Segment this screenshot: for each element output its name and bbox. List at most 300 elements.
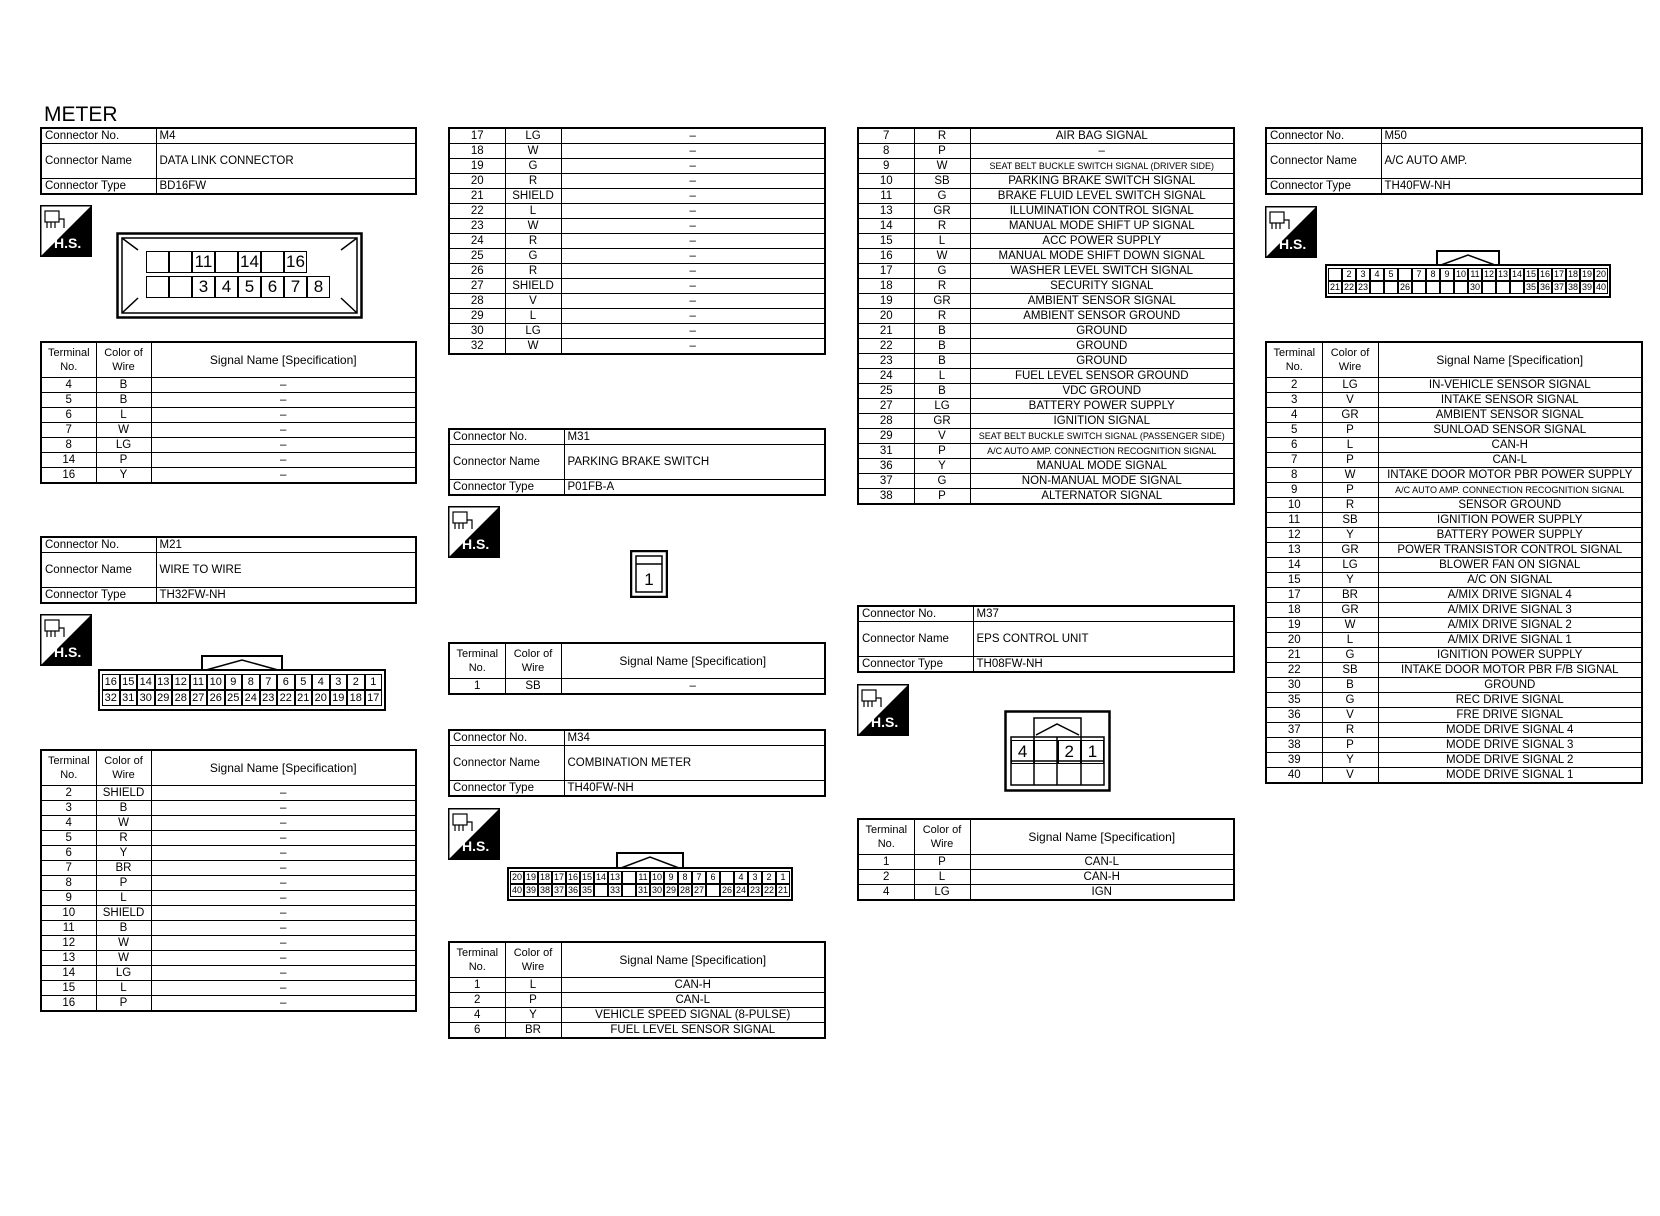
signal-name: –: [151, 876, 416, 891]
header-signal-name: Signal Name [Specification]: [561, 942, 825, 978]
table-row: [41, 453, 416, 468]
pin-40: 40: [1595, 282, 1606, 292]
pin-18: 18: [347, 690, 365, 706]
pin-empty: [1454, 281, 1468, 294]
table-row: [41, 996, 416, 1012]
terminal-no: 23: [858, 354, 914, 369]
signal-name: –: [561, 324, 825, 339]
pin-36: 36: [567, 885, 578, 895]
terminal-no: 21: [1266, 648, 1322, 663]
pin-table-m4: [40, 341, 417, 484]
wire-color: BR: [505, 1023, 561, 1039]
terminal-no: 4: [1266, 408, 1322, 423]
signal-name: SECURITY SIGNAL: [970, 279, 1234, 294]
terminal-no: 4: [41, 378, 96, 393]
pin-23: 23: [260, 690, 278, 706]
signal-name: –: [151, 468, 416, 484]
connector-type-label: Connector Type: [858, 657, 973, 673]
signal-name: –: [151, 801, 416, 816]
table-row: [41, 378, 416, 393]
connector-name-label: Connector Name: [449, 445, 564, 480]
table-row: [858, 204, 1234, 219]
wire-color: L: [96, 981, 151, 996]
terminal-no: 20: [449, 174, 505, 189]
pin-39: 39: [1581, 282, 1592, 292]
pin-table-m37: [857, 818, 1235, 901]
wire-color: SB: [1322, 513, 1378, 528]
pin-18: 18: [1567, 269, 1578, 279]
signal-name: –: [561, 279, 825, 294]
wire-color: GR: [914, 294, 970, 309]
hs-label: H.S.: [54, 644, 82, 660]
pin-empty: [1510, 281, 1524, 294]
terminal-no: 24: [858, 369, 914, 384]
pin-36: 36: [1539, 282, 1550, 292]
pin-20: 20: [1595, 269, 1606, 279]
signal-name: –: [151, 936, 416, 951]
wire-color: B: [914, 339, 970, 354]
pin-16: 16: [567, 872, 578, 882]
table-row: [449, 1023, 825, 1039]
terminal-no: 6: [1266, 438, 1322, 453]
signal-name: SUNLOAD SENSOR SIGNAL: [1378, 423, 1642, 438]
signal-name: IGNITION POWER SUPPLY: [1378, 648, 1642, 663]
wire-color: LG: [505, 324, 561, 339]
connector-type-label: Connector Type: [1266, 179, 1381, 195]
connector-no-value: M37: [973, 606, 1234, 622]
table-row: [1266, 588, 1642, 603]
pin-empty: [1482, 281, 1496, 294]
wire-color: R: [1322, 723, 1378, 738]
wire-color: W: [505, 339, 561, 355]
signal-name: –: [561, 339, 825, 355]
table-row: [858, 219, 1234, 234]
wire-color: G: [1322, 648, 1378, 663]
wire-color: Y: [96, 846, 151, 861]
terminal-no: 18: [858, 279, 914, 294]
signal-name: –: [151, 786, 416, 801]
table-row: [1266, 468, 1642, 483]
pin-8: 8: [678, 871, 692, 884]
pin-8: 8: [307, 276, 330, 298]
connector-face-m34: [507, 849, 793, 901]
terminal-no: 27: [858, 399, 914, 414]
terminal-no: 14: [41, 966, 96, 981]
pin-empty: [261, 251, 284, 273]
wire-color: P: [914, 444, 970, 459]
signal-name: SEAT BELT BUCKLE SWITCH SIGNAL (DRIVER SIDE): [970, 159, 1234, 174]
wire-color: P: [1322, 738, 1378, 753]
wire-color: B: [96, 921, 151, 936]
table-row: [41, 816, 416, 831]
table-row: [1266, 768, 1642, 784]
terminal-no: 17: [449, 128, 505, 144]
hs-harness-side-icon: [1265, 206, 1317, 258]
signal-name: A/MIX DRIVE SIGNAL 1: [1378, 633, 1642, 648]
wire-color: LG: [1322, 378, 1378, 393]
table-row: [858, 429, 1234, 444]
pin-30: 30: [1469, 282, 1480, 292]
table-header-row: [41, 342, 416, 378]
table-row: [858, 324, 1234, 339]
table-row: [41, 408, 416, 423]
signal-name: –: [151, 438, 416, 453]
pin-26: 26: [721, 885, 732, 895]
table-row: [1266, 648, 1642, 663]
connector-no-label: Connector No.: [858, 606, 973, 622]
signal-name: BRAKE FLUID LEVEL SWITCH SIGNAL: [970, 189, 1234, 204]
hs-harness-side-icon: [40, 205, 92, 257]
signal-name: –: [151, 981, 416, 996]
connector-name-label: Connector Name: [1266, 144, 1381, 179]
table-row: [41, 876, 416, 891]
header-terminal-no: Terminal No.: [858, 819, 914, 855]
pin-empty: [146, 251, 169, 273]
signal-name: ALTERNATOR SIGNAL: [970, 489, 1234, 505]
pin-31: 31: [120, 690, 138, 706]
terminal-no: 36: [1266, 708, 1322, 723]
terminal-no: 2: [858, 870, 914, 885]
wire-color: R: [1322, 498, 1378, 513]
table-row: [858, 369, 1234, 384]
terminal-no: 10: [858, 174, 914, 189]
terminal-no: 7: [41, 861, 96, 876]
terminal-no: 4: [41, 816, 96, 831]
wire-color: L: [96, 891, 151, 906]
connector-name-value: A/C AUTO AMP.: [1381, 144, 1642, 179]
terminal-no: 6: [449, 1023, 505, 1039]
signal-name: MODE DRIVE SIGNAL 2: [1378, 753, 1642, 768]
table-row: [449, 339, 825, 355]
signal-name: GROUND: [970, 354, 1234, 369]
pin-2: 2: [1058, 740, 1081, 764]
pin-16: 16: [284, 251, 307, 273]
terminal-no: 13: [858, 204, 914, 219]
terminal-no: 5: [1266, 423, 1322, 438]
terminal-no: 20: [1266, 633, 1322, 648]
wire-color: B: [914, 354, 970, 369]
wire-color: L: [1322, 633, 1378, 648]
connector-face-m21: [98, 652, 386, 712]
wire-color: LG: [96, 966, 151, 981]
wire-color: P: [914, 855, 970, 870]
pin-31: 31: [637, 885, 648, 895]
table-row: [858, 885, 1234, 901]
connector-name-value: COMBINATION METER: [564, 746, 825, 781]
signal-name: –: [151, 378, 416, 393]
header-color-of-wire: Color of Wire: [505, 643, 561, 679]
hs-label: H.S.: [871, 714, 899, 730]
terminal-no: 1: [449, 978, 505, 993]
terminal-no: 35: [1266, 693, 1322, 708]
wire-color: R: [505, 234, 561, 249]
table-row: [1266, 603, 1642, 618]
terminal-no: 39: [1266, 753, 1322, 768]
pin-1: 1: [644, 570, 654, 589]
wire-color: SHIELD: [96, 786, 151, 801]
hs-label: H.S.: [1279, 236, 1307, 252]
pin-11: 11: [192, 251, 215, 273]
pin-10: 10: [651, 872, 662, 882]
wire-color: V: [1322, 708, 1378, 723]
terminal-no: 19: [449, 159, 505, 174]
wire-color: B: [96, 393, 151, 408]
connector-name-value: EPS CONTROL UNIT: [973, 622, 1234, 657]
connector-no-value: M31: [564, 429, 825, 445]
signal-name: AIR BAG SIGNAL: [970, 128, 1234, 144]
pin-7: 7: [284, 276, 307, 298]
wire-color: GR: [914, 414, 970, 429]
wire-color: Y: [1322, 573, 1378, 588]
terminal-no: 9: [41, 891, 96, 906]
table-row: [858, 384, 1234, 399]
pin-3: 3: [192, 276, 215, 298]
wire-color: L: [505, 204, 561, 219]
terminal-no: 36: [858, 459, 914, 474]
connector-type-value: TH40FW-NH: [564, 781, 825, 797]
pin-2: 2: [347, 674, 365, 690]
terminal-no: 28: [449, 294, 505, 309]
pin-table-m34: [448, 941, 826, 1039]
pin-empty: [1440, 281, 1454, 294]
signal-name: IGNITION SIGNAL: [970, 414, 1234, 429]
connector-type-value: TH08FW-NH: [973, 657, 1234, 673]
wire-color: G: [914, 189, 970, 204]
pin-24: 24: [242, 690, 260, 706]
wire-color: P: [505, 993, 561, 1008]
table-row: [41, 861, 416, 876]
terminal-no: 24: [449, 234, 505, 249]
pin-27: 27: [190, 690, 208, 706]
wire-color: V: [914, 429, 970, 444]
table-row: [858, 414, 1234, 429]
terminal-no: 23: [449, 219, 505, 234]
signal-name: BATTERY POWER SUPPLY: [970, 399, 1234, 414]
pin-19: 19: [525, 872, 536, 882]
pin-39: 39: [525, 885, 536, 895]
pin-6: 6: [277, 674, 295, 690]
terminal-no: 11: [1266, 513, 1322, 528]
signal-name: –: [970, 144, 1234, 159]
terminal-no: 1: [449, 679, 505, 695]
terminal-no: 17: [1266, 588, 1322, 603]
signal-name: –: [151, 966, 416, 981]
header-terminal-no: Terminal No.: [1266, 342, 1322, 378]
signal-name: MODE DRIVE SIGNAL 3: [1378, 738, 1642, 753]
signal-name: –: [561, 294, 825, 309]
pin-14: 14: [1511, 269, 1522, 279]
wire-color: R: [505, 174, 561, 189]
signal-name: A/MIX DRIVE SIGNAL 4: [1378, 588, 1642, 603]
hs-harness-side-icon: [448, 506, 500, 558]
hs-label: H.S.: [54, 235, 82, 251]
wire-color: Y: [1322, 528, 1378, 543]
signal-name: CAN-L: [1378, 453, 1642, 468]
terminal-no: 2: [1266, 378, 1322, 393]
pin-17: 17: [1553, 269, 1564, 279]
wire-color: V: [505, 294, 561, 309]
pin-17: 17: [365, 690, 383, 706]
connector-face-m50: [1325, 248, 1611, 298]
wire-color: GR: [914, 204, 970, 219]
table-row: [1266, 513, 1642, 528]
pin-37: 37: [553, 885, 564, 895]
table-row: [41, 981, 416, 996]
connector-name-value: WIRE TO WIRE: [156, 553, 416, 588]
signal-name: BLOWER FAN ON SIGNAL: [1378, 558, 1642, 573]
pin-empty: [1328, 268, 1342, 281]
terminal-no: 10: [41, 906, 96, 921]
table-row: [1266, 618, 1642, 633]
pin-empty: [1412, 281, 1426, 294]
pin-8: 8: [242, 674, 260, 690]
table-row: [858, 189, 1234, 204]
wire-color: Y: [914, 459, 970, 474]
header-signal-name: Signal Name [Specification]: [561, 643, 825, 679]
connector-type-label: Connector Type: [41, 179, 156, 195]
pin-empty: [215, 251, 238, 273]
connector-name-value: PARKING BRAKE SWITCH: [564, 445, 825, 480]
pin-3: 3: [1356, 268, 1370, 281]
terminal-no: 38: [858, 489, 914, 505]
connector-no-label: Connector No.: [449, 730, 564, 746]
table-row: [1266, 693, 1642, 708]
pin-19: 19: [1581, 269, 1592, 279]
table-row: [858, 459, 1234, 474]
hs-harness-side-icon: [857, 684, 909, 736]
pin-7: 7: [692, 871, 706, 884]
pin-30: 30: [651, 885, 662, 895]
header-terminal-no: Terminal No.: [41, 342, 96, 378]
signal-name: POWER TRANSISTOR CONTROL SIGNAL: [1378, 543, 1642, 558]
wire-color: P: [914, 489, 970, 505]
connector-type-value: BD16FW: [156, 179, 416, 195]
connector-type-value: TH32FW-NH: [156, 588, 416, 604]
pin-10: 10: [1455, 269, 1466, 279]
pin-empty: [622, 884, 636, 897]
table-row: [858, 444, 1234, 459]
wire-color: L: [1322, 438, 1378, 453]
signal-name: IN-VEHICLE SENSOR SIGNAL: [1378, 378, 1642, 393]
pin-32: 32: [102, 690, 120, 706]
wire-color: P: [96, 876, 151, 891]
terminal-no: 8: [858, 144, 914, 159]
pin-26: 26: [1399, 282, 1410, 292]
signal-name: –: [561, 234, 825, 249]
wire-color: W: [1322, 468, 1378, 483]
table-row: [1266, 573, 1642, 588]
terminal-no: 29: [449, 309, 505, 324]
wire-color: W: [96, 816, 151, 831]
terminal-no: 22: [449, 204, 505, 219]
connector-name-value: DATA LINK CONNECTOR: [156, 144, 416, 179]
pin-16: 16: [1539, 269, 1550, 279]
connector-header-m34: [448, 729, 826, 797]
pin-11: 11: [1468, 268, 1482, 281]
wire-color: L: [914, 870, 970, 885]
pin-12: 12: [172, 674, 190, 690]
wire-color: W: [96, 936, 151, 951]
header-color-of-wire: Color of Wire: [96, 342, 151, 378]
terminal-no: 22: [1266, 663, 1322, 678]
wire-color: P: [96, 996, 151, 1012]
pin-empty: [1426, 281, 1440, 294]
table-row: [449, 159, 825, 174]
pin-4: 4: [734, 871, 748, 884]
wire-color: L: [914, 369, 970, 384]
table-row: [1266, 453, 1642, 468]
signal-name: MANUAL MODE SHIFT UP SIGNAL: [970, 219, 1234, 234]
signal-name: –: [151, 453, 416, 468]
table-row: [1266, 663, 1642, 678]
header-terminal-no: Terminal No.: [449, 643, 505, 679]
signal-name: IGNITION POWER SUPPLY: [1378, 513, 1642, 528]
header-color-of-wire: Color of Wire: [505, 942, 561, 978]
pin-7: 7: [260, 674, 278, 690]
terminal-no: 9: [1266, 483, 1322, 498]
table-row: [41, 801, 416, 816]
pin-18: 18: [539, 872, 550, 882]
terminal-no: 11: [858, 189, 914, 204]
signal-name: INTAKE SENSOR SIGNAL: [1378, 393, 1642, 408]
pin-8: 8: [1426, 268, 1440, 281]
wire-color: SB: [1322, 663, 1378, 678]
terminal-no: 8: [1266, 468, 1322, 483]
table-row: [1266, 558, 1642, 573]
signal-name: CAN-H: [561, 978, 825, 993]
table-row: [858, 339, 1234, 354]
pin-23: 23: [1357, 282, 1368, 292]
connector-type-label: Connector Type: [41, 588, 156, 604]
table-row: [858, 294, 1234, 309]
wire-color: G: [914, 474, 970, 489]
pin-3: 3: [330, 674, 348, 690]
wire-color: B: [914, 324, 970, 339]
terminal-no: 13: [41, 951, 96, 966]
signal-name: –: [561, 309, 825, 324]
wire-color: GR: [1322, 603, 1378, 618]
pin-empty: [1398, 268, 1412, 281]
pin-38: 38: [1567, 282, 1578, 292]
wire-color: V: [1322, 768, 1378, 784]
terminal-no: 25: [858, 384, 914, 399]
pin-15: 15: [120, 674, 138, 690]
wire-color: W: [96, 951, 151, 966]
signal-name: –: [561, 159, 825, 174]
signal-name: A/C AUTO AMP. CONNECTION RECOGNITION SIGNAL: [1378, 483, 1642, 498]
table-row: [41, 951, 416, 966]
terminal-no: 13: [1266, 543, 1322, 558]
pin-19: 19: [330, 690, 348, 706]
pin-37: 37: [1553, 282, 1564, 292]
table-row: [449, 219, 825, 234]
terminal-no: 14: [41, 453, 96, 468]
pin-27: 27: [693, 885, 704, 895]
signal-name: A/MIX DRIVE SIGNAL 3: [1378, 603, 1642, 618]
signal-name: –: [561, 204, 825, 219]
terminal-no: 6: [41, 846, 96, 861]
table-row: [858, 489, 1234, 505]
pin-empty: [622, 871, 636, 884]
connector-name-label: Connector Name: [449, 746, 564, 781]
header-terminal-no: Terminal No.: [449, 942, 505, 978]
table-row: [1266, 498, 1642, 513]
table-row: [449, 279, 825, 294]
signal-name: –: [151, 906, 416, 921]
pin-1: 1: [365, 674, 383, 690]
terminal-no: 37: [1266, 723, 1322, 738]
pin-21: 21: [1329, 282, 1340, 292]
